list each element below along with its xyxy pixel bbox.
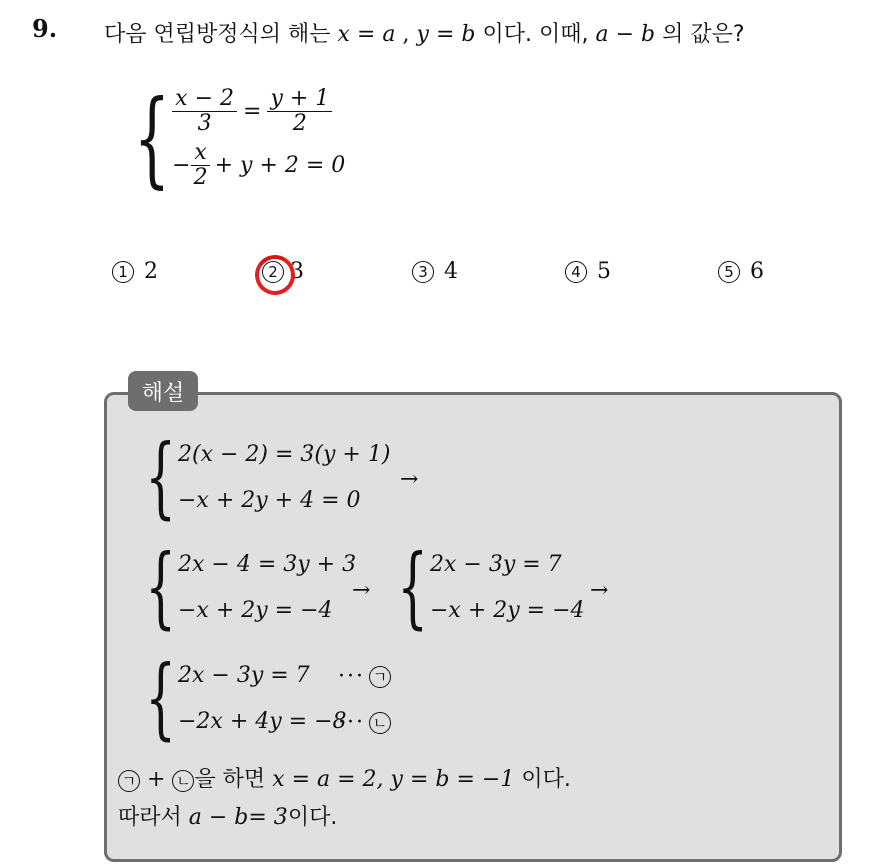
equation-system [104, 77, 346, 199]
choice-1-symbol: 1 [112, 261, 134, 283]
choice-5[interactable] [718, 259, 764, 284]
fraction-x-half: $\frac{x}{2}$ [191, 141, 211, 188]
equation-tag-2: ··· ㄴ [338, 710, 391, 735]
choice-5-value: 6 [750, 259, 764, 284]
equation-tag-1: ··· ㄱ [338, 664, 391, 689]
selected-circle-mark [251, 251, 298, 298]
choice-4[interactable] [565, 259, 611, 284]
question-text [104, 17, 745, 48]
solution-label: 해설 [128, 371, 198, 411]
fraction-right: $\frac{y + 1}{2}$ [267, 87, 332, 134]
step1-line-2: −x + 2y + 4 = 0 [178, 487, 361, 513]
choice-2-symbol: 2 [262, 261, 284, 283]
choice-4-value: 5 [597, 259, 611, 284]
arrow-2: → [352, 578, 371, 603]
step3-line-1: 2x − 3y = 7 [178, 662, 310, 688]
solution-step-1 [120, 425, 391, 528]
choice-1[interactable] [112, 259, 158, 284]
equals: = [356, 22, 376, 47]
solution-conclusion-1: ㄱ + ㄴ 을 하면 x = a = 2, y = b = −1 이다. [118, 762, 571, 793]
step2a-line-2: −x + 2y = −4 [178, 597, 333, 623]
solution-conclusion-2: 따라서 a − b= 3이다. [118, 805, 338, 830]
step1-line-1: 2(x − 2) = 3(y + 1) [178, 441, 391, 467]
choice-3-value: 4 [444, 259, 458, 284]
step3-line-2: −2x + 4y = −8 [178, 708, 347, 734]
var-y: y [416, 22, 429, 47]
tag-2-symbol: ㄴ [369, 712, 391, 734]
choice-2[interactable] [262, 259, 304, 284]
comma: , [402, 22, 410, 47]
question-suffix: 의 값은? [662, 22, 745, 47]
arrow-3: → [590, 578, 609, 603]
equation-2: − $\frac{x}{2}$ + y + 2 = 0 [172, 140, 346, 190]
equation-1: $\frac{x - 2}{3}$ = $\frac{y + 1}{2}$ [172, 86, 345, 136]
solution-step-2b [372, 535, 585, 638]
tag-1-symbol: ㄱ [369, 666, 391, 688]
choice-3[interactable] [412, 259, 458, 284]
solution-step-3 [120, 646, 347, 749]
choice-2-value: 3 [290, 259, 304, 284]
question-prefix: 다음 연립방정식의 해는 [104, 22, 331, 47]
choice-5-symbol: 5 [718, 261, 740, 283]
step2a-line-1: 2x − 4 = 3y + 3 [178, 551, 357, 577]
solution-step-2a [120, 535, 357, 638]
choice-4-symbol: 4 [565, 261, 587, 283]
choice-3-symbol: 3 [412, 261, 434, 283]
var-a: a [382, 22, 396, 47]
var-x: x [337, 22, 350, 47]
var-b-2: b [641, 22, 656, 47]
step2b-line-1: 2x − 3y = 7 [430, 551, 562, 577]
left-brace: { [145, 646, 176, 749]
choice-1-value: 2 [144, 259, 158, 284]
left-brace: { [145, 425, 176, 528]
var-b: b [461, 22, 476, 47]
left-brace: { [145, 535, 176, 638]
var-a-2: a [595, 22, 609, 47]
question-mid: 이다. 이때, [482, 22, 589, 47]
question-number: 9. [32, 14, 58, 43]
equals-2: = [435, 22, 455, 47]
arrow-1: → [400, 467, 419, 492]
left-brace: { [397, 535, 428, 638]
left-brace: { [133, 77, 171, 199]
step2b-line-2: −x + 2y = −4 [430, 597, 585, 623]
minus: − [615, 22, 635, 47]
fraction-left: $\frac{x - 2}{3}$ [172, 87, 237, 134]
